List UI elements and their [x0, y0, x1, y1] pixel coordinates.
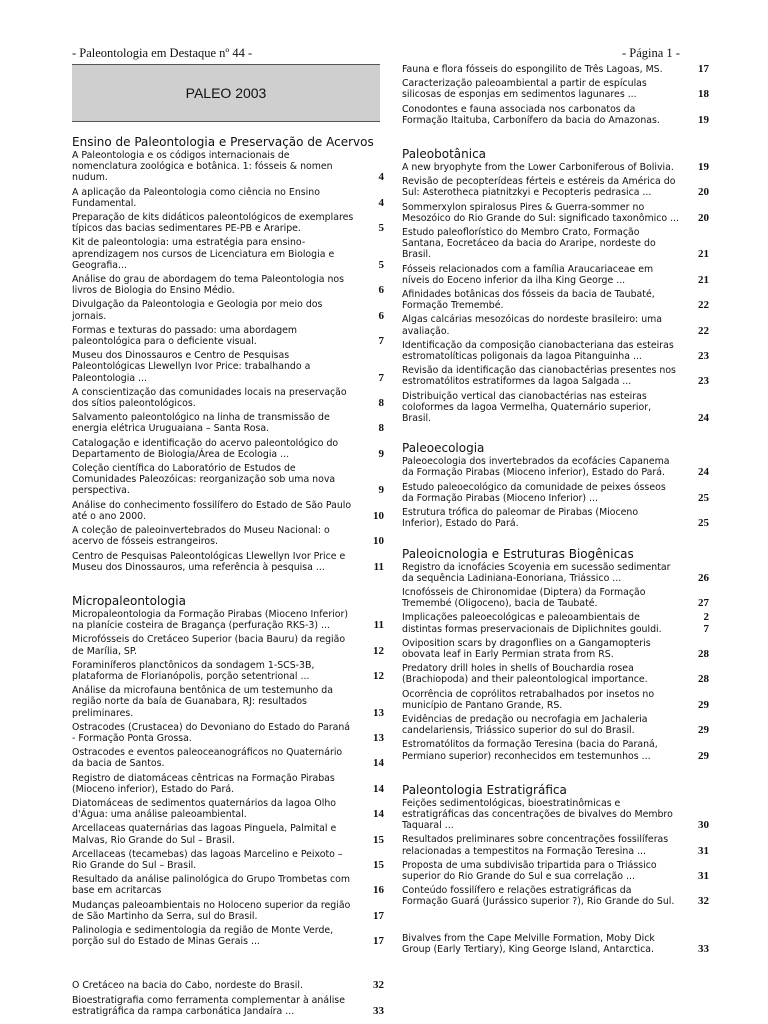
toc-entry	[72, 849, 384, 871]
entry-title: Foraminíferos planctônicos da sondagem 1-SCS-3B, plataforma de Florianópolis, porção setentrional ...	[72, 659, 315, 682]
entry-page-number: 10	[373, 509, 384, 522]
entry-page-number: 13	[373, 731, 384, 744]
toc-entry	[72, 634, 384, 656]
toc-entry	[402, 612, 709, 634]
toc-entry	[402, 264, 709, 286]
entry-page-number: 15	[373, 858, 384, 871]
entry-page-number: 17	[698, 63, 709, 75]
entry-page-number: 31	[698, 844, 709, 857]
toc-entry	[402, 202, 709, 224]
toc-entry	[402, 162, 709, 173]
entry-title: Diatomáceas de sedimentos quaternários da lagoa Olho d'Água: uma análise paleoambiental.	[72, 797, 337, 821]
entry-title: Caracterização paleoambiental a partir de espículas silicosas de esponjas em sedimentos lagunares ...	[402, 78, 647, 101]
toc-entry	[402, 78, 709, 100]
entry-title: Paleoecologia dos invertebrados da ecofácies Capanema da Formação Pirabas (Mioceno inferior), Estado do Pará.	[402, 456, 670, 479]
entry-title: Oviposition scars by dragonflies on a Gangamopteris obovata leaf in Early Permian strata from RS.	[402, 637, 651, 660]
entry-title: Revisão da identificação das cianobactérias presentes nos estromatólitos estratiformes da lagoa Salgada ...	[402, 365, 676, 388]
section-heading: Paleontologia Estratigráfica	[402, 782, 567, 797]
entry-title: Proposta de uma subdivisão tripartida para o Triássico superior do Rio Grande do Sul e sua correlação ...	[402, 859, 657, 882]
entry-page-number: 29	[698, 698, 709, 711]
toc-entry	[402, 64, 709, 75]
toc-entry	[72, 900, 384, 922]
entry-title: Revisão de pecopterídeas férteis e estéreis da América do Sul: Asterotheca piatnitzkyi e Pecopteris pedrasica ...	[402, 176, 676, 199]
entry-title: Conteúdo fossilífero e relações estratigráficas da Formação Guará (Jurássico superior ?), Rio Grande do Sul.	[402, 885, 675, 908]
title-box	[72, 64, 380, 122]
toc-entry	[402, 562, 709, 584]
entry-title: Análise da microfauna bentônica de um testemunho da região norte da baía de Guanabara, RJ: resultados preliminares.	[72, 685, 333, 719]
entry-page-number: 27	[698, 597, 709, 610]
entry-title: Identificação da composição cianobacteriana das esteiras estromatolíticas poligonais da lagoa Pitanguinha ...	[402, 339, 674, 363]
toc-entry	[402, 227, 709, 261]
entry-page-number: 7	[378, 371, 384, 384]
entry-page-number: 9	[378, 447, 384, 460]
entry-page-number: 24	[698, 412, 709, 425]
entry-page-number: 14	[373, 782, 384, 795]
toc-entry	[72, 350, 384, 384]
toc-entry	[72, 660, 384, 682]
entry-page-number: 28	[698, 647, 709, 660]
toc-entry	[402, 340, 709, 362]
entry-title: Micropaleontologia da Formação Pirabas (Mioceno Inferior) na planície costeira de Bragança (perfuração RKS-3) ...	[72, 608, 349, 632]
toc-entry	[402, 482, 709, 504]
entry-page-number: 6	[378, 284, 384, 297]
entry-title: Palinologia e sedimentologia da região de Monte Verde, porção sul do Estado de Minas Gerais ...	[72, 924, 334, 948]
entry-page-number: 28	[698, 673, 709, 686]
section-spacer	[402, 911, 709, 933]
entry-title: Estromatólitos da formação Teresina (bacia do Paraná, Permiano superior) reconhecidos em testemunhos ...	[402, 739, 658, 762]
entry-title: A new bryophyte from the Lower Carboniferous of Bolivia.	[402, 162, 674, 174]
toc-entry	[72, 823, 384, 845]
toc-entry	[402, 104, 709, 126]
entry-page-number: 19	[698, 161, 709, 174]
toc-entry	[72, 685, 384, 719]
toc-entry	[72, 325, 384, 347]
toc-entry	[72, 980, 384, 991]
entry-title: Centro de Pesquisas Paleontológicas Llewellyn Ivor Price e Museu dos Dinossauros, uma referência à pesquisa ...	[72, 550, 346, 573]
entry-page-number: 19	[698, 113, 709, 126]
entry-page-number: 33	[698, 942, 709, 955]
entry-title: Icnofósseis de Chironomidae (Diptera) da Formação Tremembé (Oligoceno), bacia de Taubaté.	[402, 586, 646, 610]
entry-page-number: 17	[373, 935, 384, 948]
toc-entry	[402, 391, 709, 425]
entry-title: Coleção científica do Laboratório de Estudos de Comunidades Paleozóicas: reorganização sob uma nova perspectiva.	[72, 463, 336, 497]
entry-title: Arcellaceas quaternárias das lagoas Pinguela, Palmital e Malvas, Rio Grande do Sul – Brasil.	[72, 823, 337, 846]
toc-entry	[72, 798, 384, 820]
toc-entry	[72, 438, 384, 460]
entry-title: Formas e texturas do passado: uma abordagem paleontológica para o deficiente visual.	[72, 324, 298, 348]
toc-entry	[72, 773, 384, 795]
entry-page-number: 30	[698, 819, 709, 832]
entry-title: Fósseis relacionados com a família Araucariaceae em níveis do Eoceno inferior da ilha King George ...	[402, 263, 654, 286]
entry-title: Registro da icnofácies Scoyenia em sucessão sedimentar da sequência Ladiniana-Eonoriana, Triássico ...	[402, 561, 671, 584]
toc-entry	[72, 722, 384, 744]
section-spacer	[402, 765, 709, 783]
entry-page-number: 24	[698, 466, 709, 479]
page-title: PALEO 2003	[185, 85, 267, 101]
toc-entry	[72, 463, 384, 497]
toc-entry	[72, 212, 384, 234]
section-heading: Paleobotânica	[402, 147, 487, 162]
toc-entry	[402, 507, 709, 529]
entry-title: A coleção de paleoinvertebrados do Museu Nacional: o acervo de fósseis estrangeiros.	[72, 525, 330, 548]
section-spacer	[402, 129, 709, 147]
entry-page-number: 26	[698, 571, 709, 584]
entry-title: Fauna e flora fósseis do espongilito de Três Lagoas, MS.	[402, 64, 663, 75]
left-column	[72, 135, 384, 1020]
entry-page-number: 11	[373, 560, 384, 573]
entry-page-number: 6	[378, 309, 384, 322]
toc-entry	[402, 933, 709, 955]
entry-page-number: 23	[698, 375, 709, 388]
entry-title: Algas calcárias mesozóicas do nordeste brasileiro: uma avaliação.	[402, 314, 663, 337]
entry-page-number: 15	[373, 833, 384, 846]
entry-title: Estudo paleoflorístico do Membro Crato, Formação Santana, Eocretáceo da bacia do Araripe, nordeste do Brasil.	[402, 227, 656, 261]
entry-title: Preparação de kits didáticos paleontológicos de exemplares típicos das bacias sedimentares PE-PB e Araripe.	[72, 212, 354, 235]
toc-entry	[72, 299, 384, 321]
entry-title: Distribuição vertical das cianobactérias nas esteiras coloformes da lagoa Vermelha, Quaternário superior, Brasil.	[402, 390, 652, 425]
entry-page-number: 21	[698, 248, 709, 261]
entry-page-number: 31	[698, 869, 709, 882]
entry-page-number: 32	[373, 979, 384, 992]
entry-page-number: 21	[698, 273, 709, 286]
entry-title: Sommerxylon spiralosus Pires & Guerra-sommer no Mesozóico do Rio Grande do Sul: significado taxonômico ...	[402, 201, 680, 224]
toc-entry	[72, 925, 384, 947]
toc-entry	[72, 500, 384, 522]
entry-page-number: 22	[698, 299, 709, 312]
toc-entry	[402, 289, 709, 311]
entry-title: A Paleontologia e os códigos internacionais de nomenclatura zoológica e botânica. 1: fósseis & nomen nudum.	[72, 150, 333, 184]
toc-entry	[402, 314, 709, 336]
section-heading: Paleoecologia	[402, 441, 485, 456]
entry-title: Análise do grau de abordagem do tema Paleontologia nos livros de Biologia do Ensino Médio.	[72, 274, 345, 297]
entry-page-number: 25	[698, 517, 709, 530]
toc-entry	[72, 525, 384, 547]
entry-title: Ostracodes (Crustacea) do Devoniano do Estado do Paraná - Formação Ponta Grossa.	[72, 721, 350, 744]
entry-page-number: 14	[373, 808, 384, 821]
entry-page-number: 4	[378, 196, 384, 209]
toc-entry	[72, 187, 384, 209]
toc-entry	[402, 176, 709, 198]
entry-page-number: 29	[698, 724, 709, 737]
toc-entry	[402, 663, 709, 685]
entry-page-number: 16	[373, 884, 384, 897]
entry-page-number: 10	[373, 535, 384, 548]
section-heading: Ensino de Paleontologia e Preservação de Acervos	[72, 135, 374, 149]
entry-title: Implicações paleoecológicas e paleoambientais de distintas formas preservacionais de Diplichnites gouldi.	[402, 612, 662, 635]
running-header-left: - Paleontologia em Destaque nº 44 -	[72, 46, 253, 60]
toc-entry	[72, 551, 384, 573]
entry-title: Estrutura trófica do paleomar de Pirabas (Mioceno Inferior), Estado do Pará.	[402, 507, 639, 530]
entry-title: Ostracodes e eventos paleoceanográficos no Quaternário da bacia de Santos.	[72, 747, 343, 770]
toc-entry	[72, 412, 384, 434]
entry-title: A aplicação da Paleontologia como ciência no Ensino Fundamental.	[72, 186, 320, 209]
toc-entry	[72, 237, 384, 271]
toc-entry	[402, 714, 709, 736]
toc-entry	[72, 747, 384, 769]
entry-title: Evidências de predação ou necrofagia em Jachaleria candelariensis, Triássico superior do sul do Brasil.	[402, 713, 648, 737]
entry-title: Arcellaceas (tecamebas) das lagoas Marcelino e Peixoto – Rio Grande do Sul – Brasil.	[72, 848, 343, 871]
entry-title: Resultados preliminares sobre concentrações fossilíferas relacionadas a tempestitos na Formação Teresina ...	[402, 834, 669, 857]
entry-title: Afinidades botânicas dos fósseis da bacia de Taubaté, Formação Tremembé.	[402, 289, 655, 312]
entry-page-number: 7	[378, 335, 384, 348]
toc-entry	[72, 274, 384, 296]
entry-page-number: 8	[378, 422, 384, 435]
entry-page-number: 12	[373, 669, 384, 682]
entry-title: A conscientização das comunidades locais na preservação dos sítios paleontológicos.	[72, 386, 347, 410]
running-header-right: - Página 1 -	[622, 46, 680, 60]
entry-page-number: 14	[373, 757, 384, 770]
toc-entry	[402, 834, 709, 856]
entry-page-number: 22	[698, 324, 709, 337]
toc-entry	[402, 885, 709, 907]
section-spacer	[402, 533, 709, 547]
entry-title: Museu dos Dinossauros e Centro de Pesquisas Paleontológicas Llewellyn Ivor Price: trabalhando a Paleontologia ...	[72, 350, 311, 384]
right-column	[402, 64, 709, 958]
toc-entry	[72, 387, 384, 409]
entry-title: Divulgação da Paleontologia e Geologia por meio dos jornais.	[72, 299, 323, 322]
entry-title: Salvamento paleontológico na linha de transmissão de energia elétrica Uruguaiana – Santa Rosa.	[72, 412, 330, 435]
section-heading: Paleoicnologia e Estruturas Biogênicas	[402, 546, 634, 561]
toc-entry	[402, 739, 709, 761]
entry-title: Registro de diatomáceas cêntricas na Formação Pirabas (Mioceno inferior), Estado do Pará.	[72, 772, 335, 795]
toc-entry	[72, 609, 384, 631]
toc-entry	[402, 798, 709, 832]
entry-page-number: 33	[373, 1004, 384, 1017]
entry-page-number: 9	[378, 484, 384, 497]
entry-title: Mudanças paleoambientais no Holoceno superior da região de São Martinho da Serra, sul do Brasil.	[72, 899, 351, 922]
entry-title: Catalogação e identificação do acervo paleontológico do Departamento de Biologia/Área de Ecologia ...	[72, 437, 339, 460]
entry-page-number: 5	[378, 258, 384, 271]
entry-page-number: 20	[698, 211, 709, 224]
entry-page-number: 8	[378, 397, 384, 410]
entry-title: Predatory drill holes in shells of Bouchardia rosea (Brachiopoda) and their paleontological importance.	[402, 663, 648, 686]
entry-title: Ocorrência de coprólitos retrabalhados por insetos no município de Pantano Grande, RS.	[402, 688, 655, 711]
entry-page-number: 11	[373, 619, 384, 632]
toc-entry	[402, 689, 709, 711]
entry-title: Bivalves from the Cape Melville Formation, Moby Dick Group (Early Tertiary), King George Island, Antarctica.	[402, 932, 655, 955]
entry-title: O Cretáceo na bacia do Cabo, nordeste do Brasil.	[72, 980, 303, 992]
entry-page-number: 13	[373, 706, 384, 719]
section-heading: Micropaleontologia	[72, 593, 186, 608]
entry-title: Análise do conhecimento fossilífero do Estado de São Paulo até o ano 2000.	[72, 499, 352, 522]
entry-page-number: 5	[378, 222, 384, 235]
toc-entry	[402, 456, 709, 478]
entry-title: Estudo paleoecológico da comunidade de peixes ósseos da Formação Pirabas (Mioceno Inferior) ...	[402, 481, 666, 504]
entry-title: Microfósseis do Cretáceo Superior (bacia Bauru) da região de Marília, SP.	[72, 634, 346, 657]
section-spacer	[402, 427, 709, 441]
entry-title: Resultado da análise palinológica do Grupo Trombetas com base em acritarcas	[72, 874, 350, 897]
entry-page-number: 25	[698, 491, 709, 504]
toc-entry	[402, 587, 709, 609]
toc-entry	[72, 995, 384, 1017]
entry-page-number: 18	[698, 88, 709, 101]
toc-entry	[72, 874, 384, 896]
entry-page-number: 4	[378, 171, 384, 184]
entry-title: Bioestratigrafia como ferramenta complementar à análise estratigráfica da rampa carbonática Jandaíra ...	[72, 994, 345, 1017]
entry-page-number: 29	[698, 749, 709, 762]
section-spacer	[72, 576, 384, 594]
section-spacer	[72, 950, 384, 980]
toc-entry	[72, 150, 384, 184]
entry-page-number: 12	[373, 644, 384, 657]
toc-entry	[402, 638, 709, 660]
entry-page-number: 32	[698, 895, 709, 908]
entry-title: Kit de paleontologia: uma estratégia para ensino-aprendizagem nos cursos de Licenciatura em Biologia e Geografia...	[72, 237, 335, 271]
entry-page-number: 20	[698, 186, 709, 199]
toc-entry	[402, 860, 709, 882]
toc-entry	[402, 365, 709, 387]
entry-page-number: 17	[373, 909, 384, 922]
entry-title: Conodontes e fauna associada nos carbonatos da Formação Itaituba, Carbonífero da bacia do Amazonas.	[402, 103, 660, 126]
entry-title: Feições sedimentológicas, bioestratinômicas e estratigráficas das concentrações de bivalves do Membro Taquaral ...	[402, 797, 673, 832]
entry-page-number: 23	[698, 350, 709, 363]
entry-page-number: 2 7	[703, 611, 709, 635]
